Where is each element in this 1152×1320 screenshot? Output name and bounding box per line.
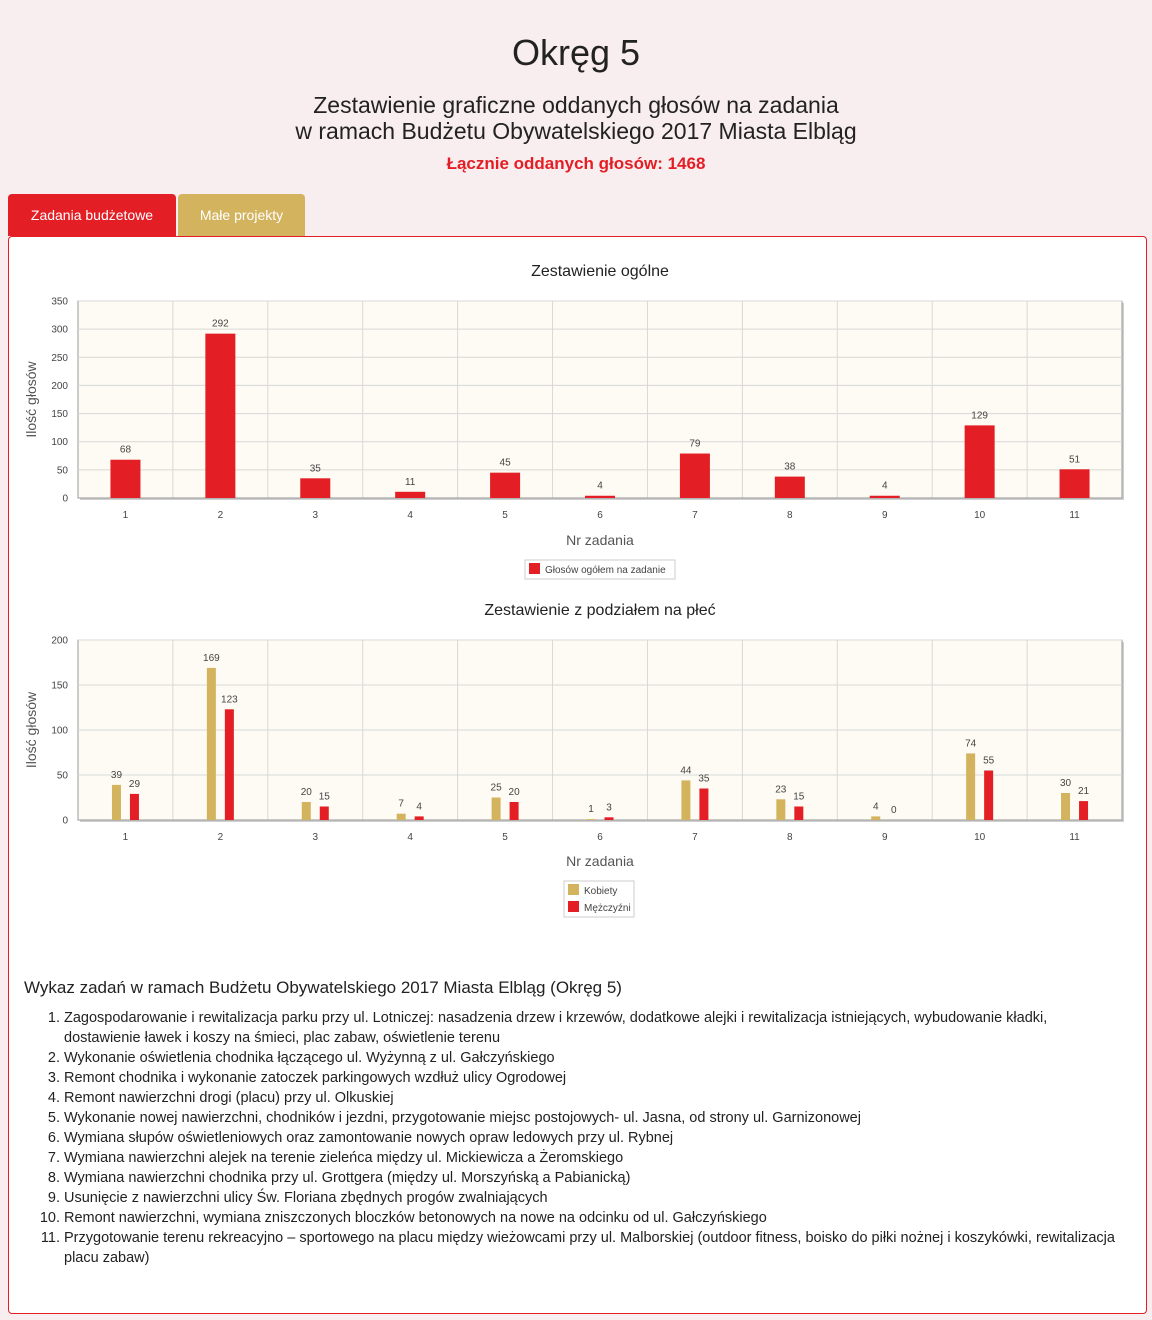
legend-swatch xyxy=(568,884,579,895)
bar xyxy=(966,753,975,820)
bar xyxy=(205,334,235,498)
y-axis-title: Ilość głosów xyxy=(23,361,39,438)
chart-title: Zestawienie z podziałem na płeć xyxy=(484,602,716,619)
data-label: 15 xyxy=(318,791,330,803)
data-label: 3 xyxy=(606,802,612,814)
x-tick-label: 10 xyxy=(974,832,986,843)
x-axis-title: Nr zadania xyxy=(566,853,634,869)
x-tick-label: 10 xyxy=(974,510,986,521)
bar xyxy=(395,492,425,498)
legend-swatch xyxy=(568,901,579,912)
bar xyxy=(681,780,690,820)
data-label: 35 xyxy=(309,463,321,475)
task-item: 3. Remont chodnika i wykonanie zatoczek parkingowych wzdłuż ulicy Ogrodowej xyxy=(64,1068,1124,1088)
data-label: 39 xyxy=(110,769,123,781)
task-list xyxy=(24,1008,1124,1268)
bar xyxy=(492,798,501,821)
bar xyxy=(130,794,139,820)
data-label: 7 xyxy=(398,798,404,810)
x-tick-label: 8 xyxy=(787,510,793,521)
subtitle-line-1: Zestawienie graficzne oddanych głosów na zadania xyxy=(313,92,839,118)
bar xyxy=(490,473,520,498)
task-item: 6. Wymiana słupów oświetleniowych oraz zamontowanie nowych opraw ledowych przy ul. Rybnej xyxy=(64,1128,1124,1148)
y-axis-title: Ilość głosów xyxy=(23,691,39,769)
x-tick-label: 8 xyxy=(787,832,793,843)
data-label: 0 xyxy=(890,805,897,816)
bar xyxy=(397,814,406,820)
y-tick-label: 50 xyxy=(56,770,68,782)
task-item: 5. Wykonanie nowej nawierzchni, chodników i jezdni, przygotowanie miejsc postojowych- ul. Jasna, od strony ul. Garnizonowej xyxy=(64,1108,1124,1128)
x-tick-label: 3 xyxy=(312,510,319,521)
x-tick-label: 2 xyxy=(217,510,224,521)
y-tick-label: 200 xyxy=(51,635,68,647)
bar xyxy=(320,807,329,821)
x-tick-label: 5 xyxy=(502,510,508,521)
x-tick-label: 6 xyxy=(597,510,603,521)
x-tick-label: 7 xyxy=(692,832,698,843)
bar xyxy=(587,819,596,820)
bar xyxy=(225,709,234,820)
task-item: 8. Wymiana nawierzchni chodnika przy ul. Grottgera (między ul. Morszyńską a Pabianicką) xyxy=(64,1168,1124,1188)
y-tick-label: 0 xyxy=(62,493,68,505)
task-item: 7. Wymiana nawierzchni alejek na terenie zieleńca między ul. Mickiewicza a Żeromskiego xyxy=(64,1148,1124,1168)
bar xyxy=(1060,469,1090,498)
data-label: 74 xyxy=(965,738,977,750)
x-tick-label: 5 xyxy=(502,832,508,843)
data-label: 25 xyxy=(490,782,502,794)
data-label: 21 xyxy=(1077,786,1090,798)
data-label: 11 xyxy=(404,476,416,488)
x-axis-title: Nr zadania xyxy=(566,532,634,548)
y-tick-label: 300 xyxy=(51,324,68,336)
y-tick-label: 100 xyxy=(51,437,68,449)
bar xyxy=(680,454,710,498)
bar xyxy=(699,789,708,821)
task-item: 2. Wykonanie oświetlenia chodnika łączącego ul. Wyżynną z ul. Gałczyńskiego xyxy=(64,1048,1124,1068)
data-label: 23 xyxy=(775,784,787,796)
tab-male-projekty[interactable]: Małe projekty xyxy=(178,194,305,236)
x-tick-label: 1 xyxy=(122,510,129,521)
data-label: 4 xyxy=(416,801,422,813)
bar xyxy=(775,477,805,498)
x-tick-label: 3 xyxy=(312,832,319,843)
data-label: 51 xyxy=(1068,454,1081,466)
x-tick-label: 4 xyxy=(407,510,413,521)
data-label: 4 xyxy=(597,480,603,492)
bar xyxy=(302,802,311,820)
bar xyxy=(1061,793,1070,820)
x-tick-label: 7 xyxy=(692,510,698,521)
tab-zadania-budzetowe[interactable]: Zadania budżetowe xyxy=(8,194,176,236)
y-tick-label: 250 xyxy=(51,352,68,364)
task-item: 10. Remont nawierzchni, wymiana zniszczonych bloczków betonowych na nowe na odcinku od ul. Gałczyńskiego xyxy=(64,1208,1124,1228)
bar xyxy=(415,816,424,820)
bar xyxy=(112,785,121,820)
data-label: 38 xyxy=(784,461,796,473)
legend-label: Mężczyźni xyxy=(584,903,631,914)
y-tick-label: 150 xyxy=(51,409,68,421)
task-item: 1. Zagospodarowanie i rewitalizacja parku przy ul. Lotniczej: nasadzenia drzew i krzewów, dodatkowe alejki i rewitalizacja istniejących, wybudowanie kładki, dostawienie ławek i koszy na śmieci, plac zabaw, oświetlenie terenu xyxy=(64,1008,1124,1048)
y-tick-label: 0 xyxy=(62,815,68,827)
data-label: 129 xyxy=(971,410,988,422)
total-votes: Łącznie oddanych głosów: 1468 xyxy=(446,154,706,173)
y-tick-label: 50 xyxy=(56,465,68,477)
page-title: Okręg 5 xyxy=(511,32,641,73)
x-tick-label: 11 xyxy=(1069,510,1080,521)
data-label: 68 xyxy=(119,444,132,456)
data-label: 55 xyxy=(983,755,995,767)
y-tick-label: 100 xyxy=(51,725,68,737)
bar xyxy=(1079,801,1088,820)
bar xyxy=(776,799,785,820)
x-tick-label: 1 xyxy=(122,832,129,843)
task-item: 4. Remont nawierzchni drogi (placu) przy ul. Olkuskiej xyxy=(64,1088,1124,1108)
data-label: 30 xyxy=(1059,778,1072,789)
data-label: 45 xyxy=(499,457,511,469)
data-label: 4 xyxy=(881,480,888,492)
task-item: 11. Przygotowanie terenu rekreacyjno – sportowego na placu między wieżowcami przy ul. Malborskiej (outdoor fitness, boisko do piłki nożnej i koszykówki, rewitalizacja placu zabaw) xyxy=(64,1228,1124,1268)
data-label: 292 xyxy=(212,318,229,330)
data-label: 35 xyxy=(698,773,710,785)
bar xyxy=(585,496,615,498)
data-label: 4 xyxy=(872,801,879,813)
data-label: 169 xyxy=(203,652,220,664)
y-tick-label: 350 xyxy=(51,296,68,308)
bar xyxy=(207,668,216,820)
bar xyxy=(870,496,900,498)
bar xyxy=(965,425,995,498)
bar xyxy=(510,802,519,820)
bar xyxy=(300,478,330,498)
data-label: 44 xyxy=(680,765,692,777)
x-tick-label: 9 xyxy=(881,510,888,521)
x-tick-label: 6 xyxy=(597,832,603,843)
bar xyxy=(984,771,993,821)
data-label: 15 xyxy=(793,791,805,803)
data-label: 20 xyxy=(300,787,312,798)
x-tick-label: 4 xyxy=(407,832,413,843)
data-label: 79 xyxy=(689,438,701,450)
chart-title: Zestawienie ogólne xyxy=(531,263,669,280)
x-tick-label: 11 xyxy=(1069,832,1080,843)
bar xyxy=(605,817,614,820)
subtitle-line-2: w ramach Budżetu Obywatelskiego 2017 Miasta Elbląg xyxy=(295,118,857,144)
data-label: 29 xyxy=(128,778,141,790)
task-list-title: Wykaz zadań w ramach Budżetu Obywatelskiego 2017 Miasta Elbląg (Okręg 5) xyxy=(24,978,622,997)
data-label: 123 xyxy=(221,694,238,706)
task-item: 9. Usunięcie z nawierzchni ulicy Św. Floriana zbędnych progów zwalniających xyxy=(64,1188,1124,1208)
x-tick-label: 2 xyxy=(217,832,224,843)
legend-swatch xyxy=(529,563,540,574)
y-tick-label: 150 xyxy=(51,680,68,692)
x-tick-label: 9 xyxy=(881,832,888,843)
bar xyxy=(871,816,880,820)
legend-label: Głosów ogółem na zadanie xyxy=(545,565,666,576)
data-label: 20 xyxy=(508,787,520,798)
bar xyxy=(110,460,140,498)
y-tick-label: 200 xyxy=(51,380,68,392)
legend-label: Kobiety xyxy=(584,886,618,897)
bar xyxy=(794,807,803,821)
data-label: 1 xyxy=(588,804,594,816)
